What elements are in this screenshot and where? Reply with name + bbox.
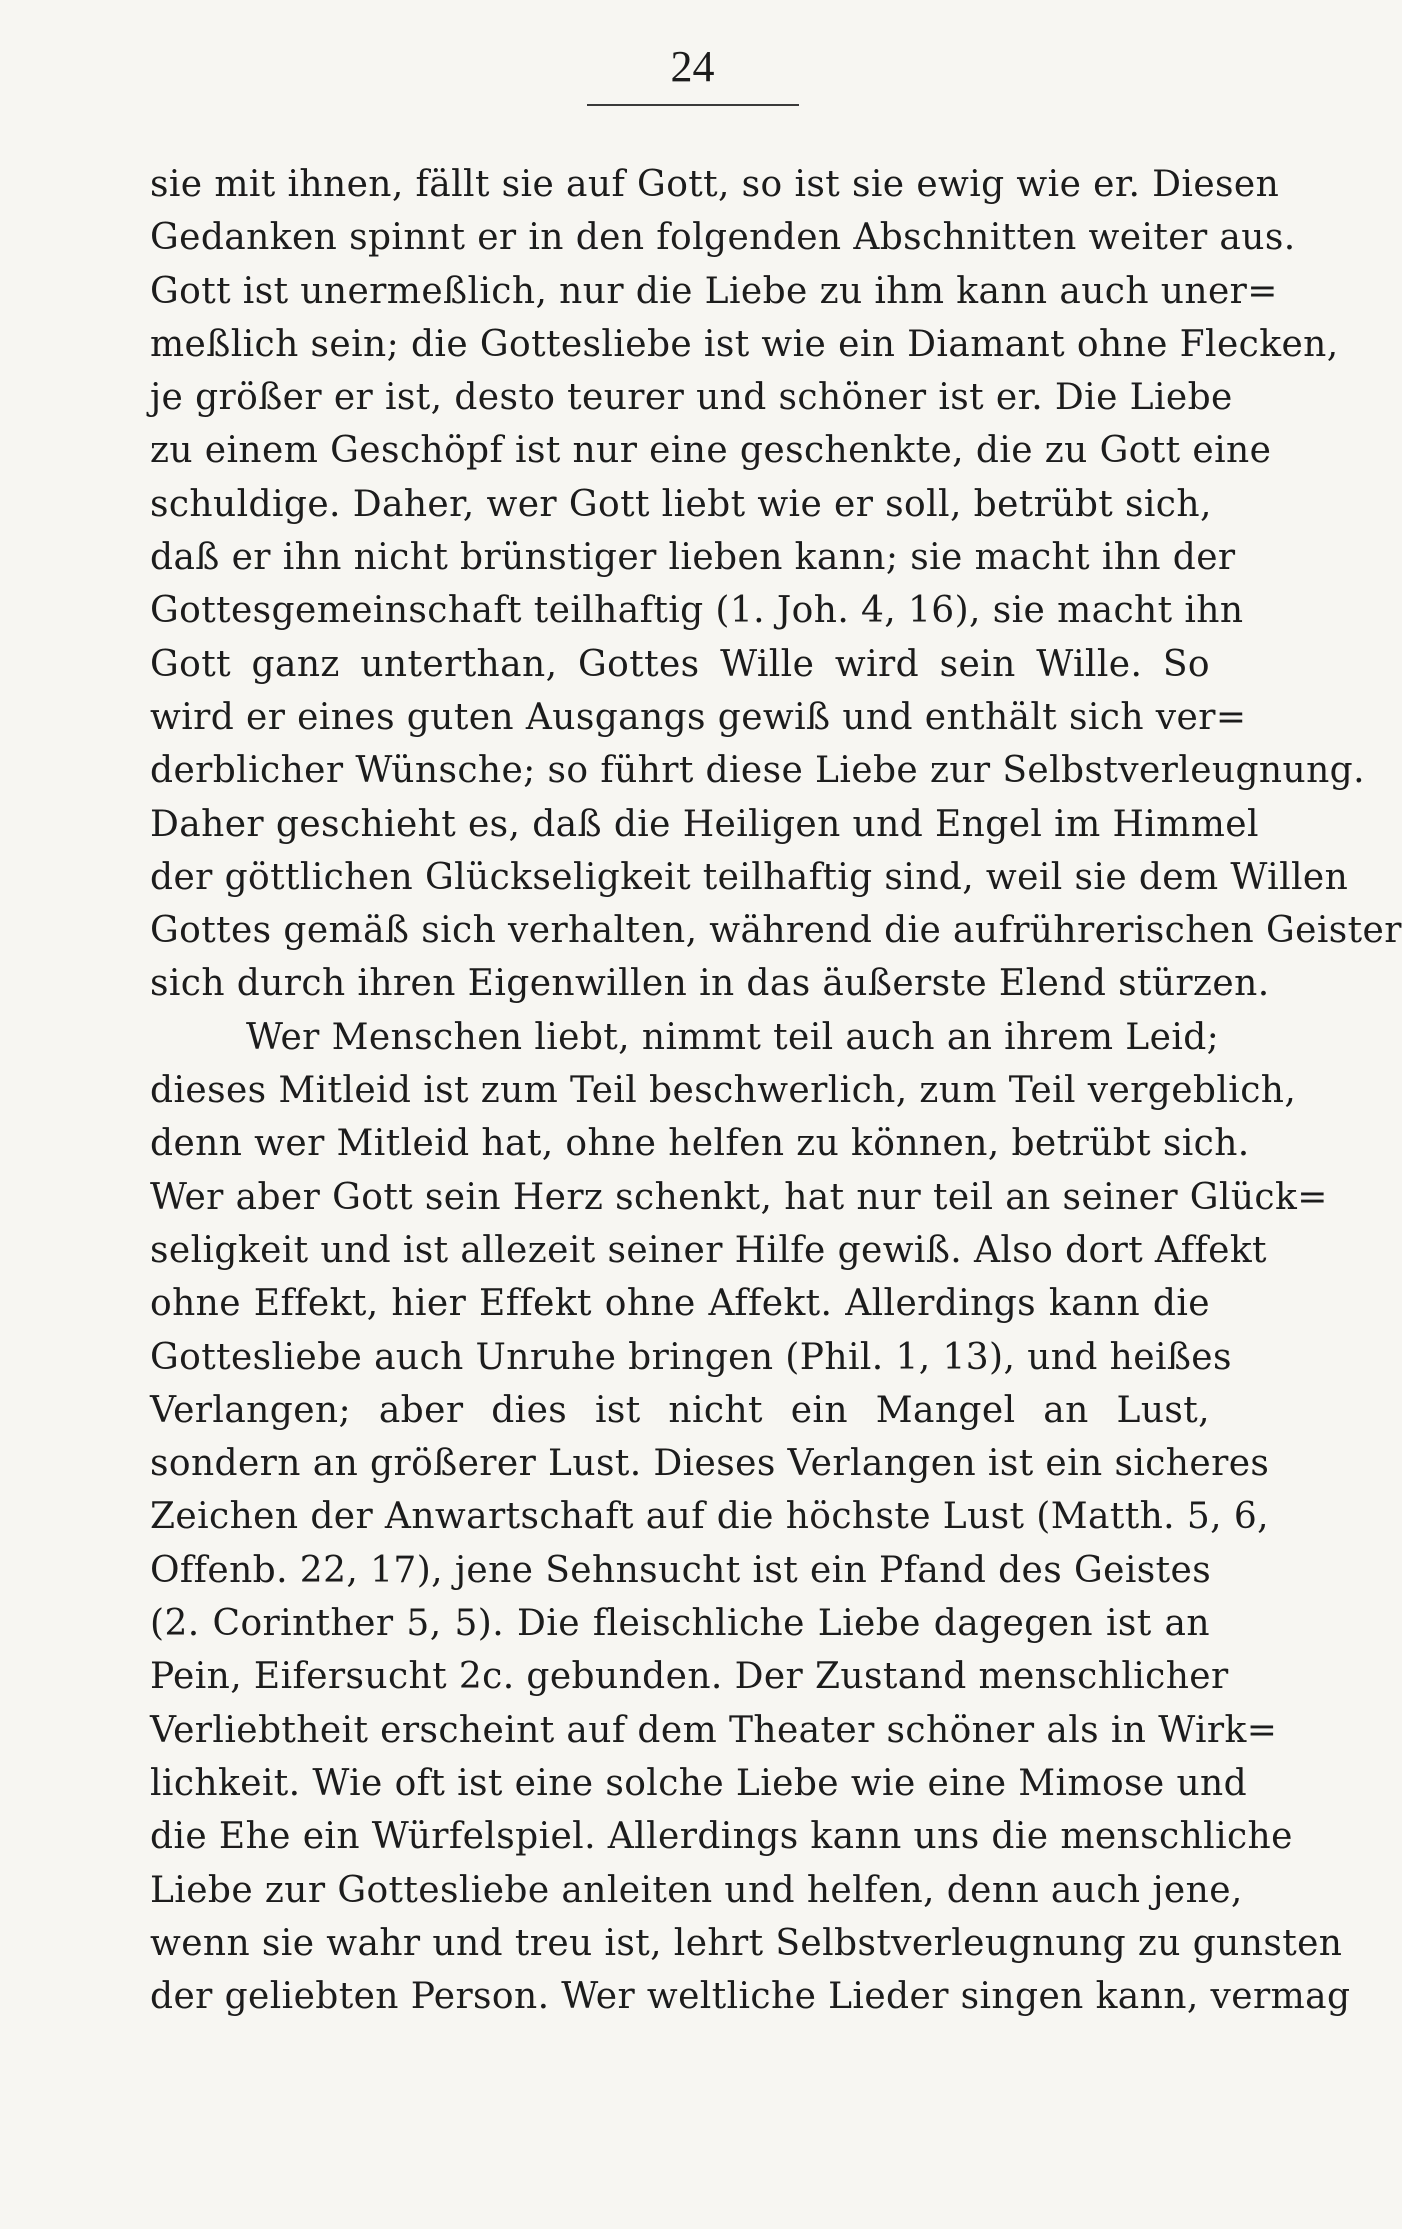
text-line: ohne Effekt, hier Effekt ohne Affekt. Allerdings kann die [150, 1283, 1210, 1325]
text-line: (2. Corinther 5, 5). Die fleischliche Liebe dagegen ist an [150, 1603, 1210, 1645]
text-line: Gott ganz unterthan, Gottes Wille wird sein Wille. So [150, 643, 1210, 685]
text-line: Zeichen der Anwartschaft auf die höchste Lust (Matth. 5, 6, [150, 1496, 1269, 1538]
text-line: sondern an größerer Lust. Dieses Verlangen ist ein sicheres [150, 1443, 1270, 1485]
text-line: sie mit ihnen, fällt sie auf Gott, so ist sie ewig wie er. Diesen [150, 164, 1280, 205]
text-line: Pein, Eifersucht 2c. gebunden. Der Zustand menschlicher [150, 1656, 1229, 1698]
text-line: Gedanken spinnt er in den folgenden Abschnitten weiter aus. [150, 217, 1296, 259]
text-line: Wer aber Gott sein Herz schenkt, hat nur teil an seiner Glück= [150, 1176, 1328, 1218]
text-line: meßlich sein; die Gottesliebe ist wie ein Diamant ohne Flecken, [150, 323, 1339, 365]
text-line: derblicher Wünsche; so führt diese Liebe zur Selbstverleugnung. [150, 750, 1365, 792]
text-line: wird er eines guten Ausgangs gewiß und enthält sich ver= [150, 696, 1247, 738]
body-text [150, 158, 1402, 2023]
text-line: der göttlichen Glückseligkeit teilhaftig sind, weil sie dem Willen [150, 856, 1349, 898]
text-line: seligkeit und ist allezeit seiner Hilfe gewiß. Also dort Affekt [150, 1229, 1267, 1271]
text-line: sich durch ihren Eigenwillen in das äußerste Elend stürzen. [150, 963, 1270, 1005]
page-number: 24 [670, 42, 715, 91]
text-line: je größer er ist, desto teurer und schöner ist er. Die Liebe [150, 377, 1233, 419]
text-line: der geliebten Person. Wer weltliche Lieder singen kann, vermag [150, 1976, 1351, 2018]
header-rule [587, 104, 799, 106]
text-line: Offenb. 22, 17), jene Sehnsucht ist ein Pfand des Geistes [150, 1549, 1212, 1591]
text-line: Liebe zur Gottesliebe anleiten und helfen, denn auch jene, [150, 1869, 1243, 1911]
text-line: Verlangen; aber dies ist nicht ein Mangel an Lust, [150, 1389, 1210, 1431]
text-line: Daher geschieht es, daß die Heiligen und Engel im Himmel [150, 803, 1259, 845]
text-line: daß er ihn nicht brünstiger lieben kann; sie macht ihn der [150, 537, 1236, 579]
text-line: schuldige. Daher, wer Gott liebt wie er soll, betrübt sich, [150, 483, 1212, 525]
text-line: Wer Menschen liebt, nimmt teil auch an ihrem Leid; [246, 1016, 1220, 1058]
text-line: dieses Mitleid ist zum Teil beschwerlich, zum Teil vergeblich, [150, 1070, 1297, 1112]
text-line: lichkeit. Wie oft ist eine solche Liebe wie eine Mimose und [150, 1762, 1248, 1804]
text-line: Gottesliebe auch Unruhe bringen (Phil. 1, 13), und heißes [150, 1336, 1232, 1378]
text-line: Gottes gemäß sich verhalten, während die aufrührerischen Geister [150, 910, 1402, 952]
text-line: denn wer Mitleid hat, ohne helfen zu können, betrübt sich. [150, 1123, 1250, 1165]
text-line: wenn sie wahr und treu ist, lehrt Selbstverleugnung zu gunsten [150, 1922, 1343, 1964]
text-line: Gott ist unermeßlich, nur die Liebe zu ihm kann auch uner= [150, 270, 1278, 312]
text-line: Verliebtheit erscheint auf dem Theater schöner als in Wirk= [150, 1709, 1278, 1751]
text-line: die Ehe ein Würfelspiel. Allerdings kann uns die menschliche [150, 1816, 1293, 1858]
text-line: zu einem Geschöpf ist nur eine geschenkte, die zu Gott eine [150, 430, 1272, 472]
text-line: Gottesgemeinschaft teilhaftig (1. Joh. 4, 16), sie macht ihn [150, 590, 1244, 632]
